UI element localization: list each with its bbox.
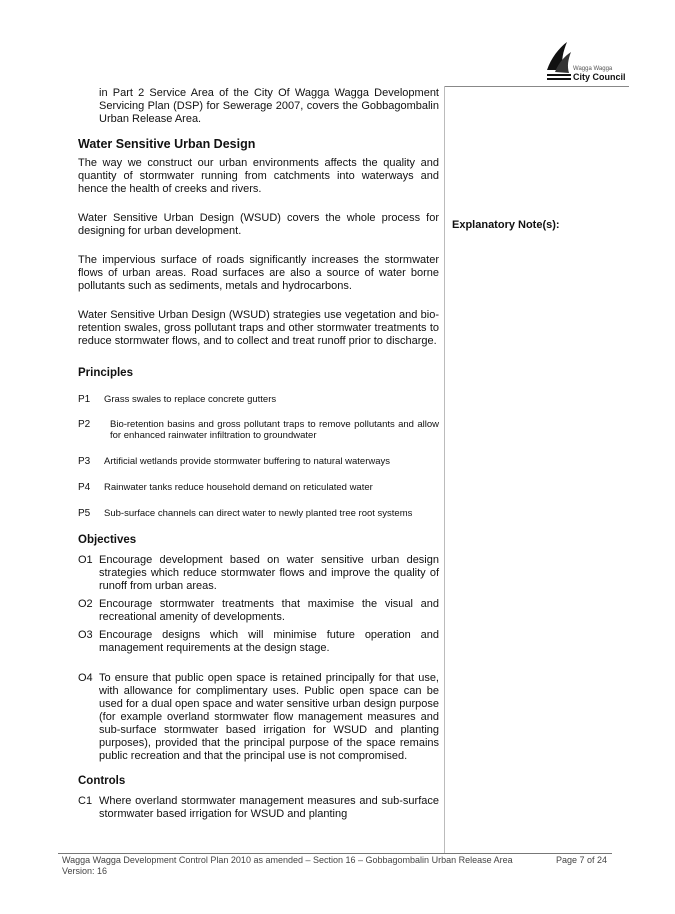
objective-text: Encourage stormwater treatments that maximise the visual and recreational amenity of developments.	[99, 598, 439, 623]
principle-text: Artificial wetlands provide stormwater buffering to natural waterways	[104, 456, 391, 467]
objective-text: To ensure that public open space is retained principally for that use, with allowance for complimentary uses. Public open space can be used for a dual open space and water sensitive urban design purpose (for example overland stormwater flow management measures and sub-surface stormwater based irrigation for WSUD and planting purposes), provided that the principal purpose of the space remains public recreation and that the principal use is not compromised.	[99, 672, 439, 762]
page-number: Page 7 of 24	[556, 855, 608, 865]
principle-item	[78, 419, 439, 441]
principle-text: Bio-retention basins and gross pollutant traps to remove pollutants and allow for enhanced rainwater infiltration to groundwater	[110, 419, 439, 441]
principle-number: P1	[78, 394, 91, 405]
objective-number: O4	[78, 672, 93, 684]
intro-text: in Part 2 Service Area of the City Of Wagga Wagga Development Servicing Plan (DSP) for Sewerage 2007, covers the Gobbagombalin Urban Release Area.	[99, 87, 439, 125]
objectives-title: Objectives	[78, 534, 137, 546]
section-title: Water Sensitive Urban Design	[78, 137, 256, 151]
objective-number: O1	[78, 554, 93, 566]
principle-number: P2	[78, 419, 91, 430]
footer	[62, 855, 513, 877]
control-text: Where overland stormwater management measures and sub-surface stormwater based irrigation for WSUD and planting	[99, 795, 439, 820]
principle-number: P5	[78, 508, 91, 519]
paragraph: The impervious surface of roads significantly increases the stormwater flows of urban areas. Road surfaces are also a source of water borne pollutants such as sediments, metals and hydrocarbons.	[78, 254, 439, 292]
principle-number: P3	[78, 456, 91, 467]
objective-item	[78, 554, 439, 593]
principle-item	[78, 456, 439, 467]
controls-title: Controls	[78, 775, 126, 787]
paragraph: Water Sensitive Urban Design (WSUD) strategies use vegetation and bio-retention swales, gross pollutant traps and other stormwater treatments to reduce stormwater flows, and to collect and treat runoff prior to discharge.	[78, 309, 439, 347]
footer-rule	[58, 853, 612, 854]
objective-item	[78, 672, 439, 763]
footer-version: Version: 16	[62, 866, 108, 876]
header-rule	[445, 86, 629, 87]
paragraph: The way we construct our urban environments affects the quality and quantity of stormwater running from catchments into waterways and hence the health of creeks and rivers.	[78, 157, 439, 195]
principle-item	[78, 508, 439, 519]
objective-item	[78, 629, 439, 655]
principle-text: Sub-surface channels can direct water to newly planted tree root systems	[104, 508, 413, 519]
principle-text: Rainwater tanks reduce household demand on reticulated water	[104, 482, 373, 493]
principles-title: Principles	[78, 367, 133, 379]
main-column	[78, 87, 439, 821]
paragraph: Water Sensitive Urban Design (WSUD) covers the whole process for designing for urban development.	[78, 212, 439, 237]
logo-line1: Wagga Wagga	[573, 66, 613, 72]
objective-text: Encourage development based on water sensitive urban design strategies which reduce stormwater flows and improve the quality of runoff from urban areas.	[99, 554, 439, 592]
principle-item	[78, 394, 439, 405]
objective-item	[78, 598, 439, 624]
principle-text: Grass swales to replace concrete gutters	[104, 394, 277, 405]
control-item	[78, 795, 439, 821]
footer-document-title: Wagga Wagga Development Control Plan 2010 as amended – Section 16 – Gobbagombalin Urban Release Area	[62, 855, 513, 865]
objective-number: O2	[78, 598, 93, 610]
logo-text	[573, 66, 626, 82]
explanatory-note-heading: Explanatory Note(s):	[452, 219, 560, 231]
objective-text: Encourage designs which will minimise future operation and management requirements at the design stage.	[99, 629, 439, 654]
column-divider	[444, 86, 445, 853]
principle-item	[78, 482, 439, 493]
logo-line2: City Council	[573, 72, 626, 82]
principle-number: P4	[78, 482, 91, 493]
objective-number: O3	[78, 629, 93, 641]
control-number: C1	[78, 795, 93, 807]
